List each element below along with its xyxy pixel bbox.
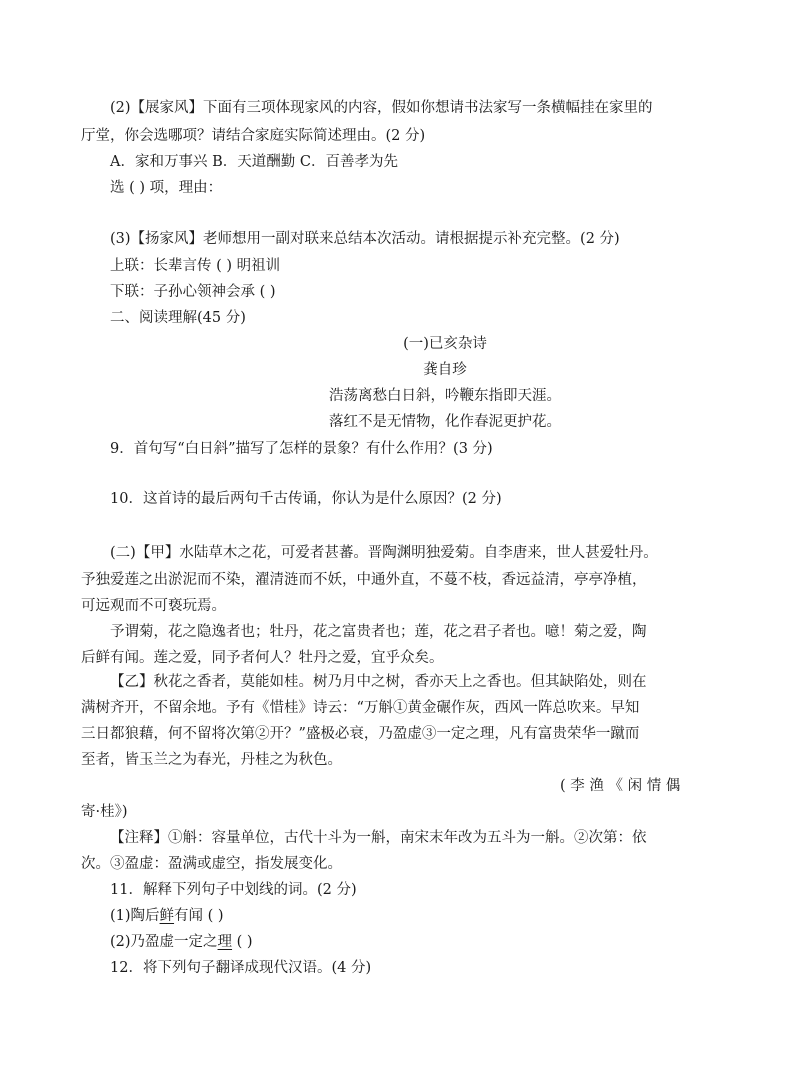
couplet-lower: 下联：子孙心领神会承 ( ) [110, 284, 276, 300]
q11-item2-prefix: (2)乃盈虚一定之 [110, 934, 218, 950]
notes-line-1: 【注释】①斛：容量单位，古代十斗为一斛，南宋末年改为五斗为一斛。②次第：依 [110, 830, 647, 846]
passage-jia-line-2: 予独爱莲之出淤泥而不染，濯清涟而不妖，中通外直，不蔓不枝，香远益清，亭亭净植， [81, 572, 647, 588]
passage-source-a: ( 李 渔 《 闲 情 偶 [560, 778, 681, 794]
passage-source-b: 寄·桂》) [81, 804, 128, 820]
q11-item2-underlined: 理 [217, 934, 233, 950]
question-10: 10．这首诗的最后两句千古传诵，你认为是什么原因？(2 分) [110, 491, 502, 507]
notes-line-2: 次。③盈虚：盈满或虚空，指发展变化。 [81, 856, 342, 872]
poem-line-1: 浩荡离愁白日斜，吟鞭东指即天涯。 [329, 388, 561, 404]
q11-item1-suffix: 有闻 ( ) [174, 908, 224, 924]
question-2-line-2: 厅堂，你会选哪项？请结合家庭实际简述理由。(2 分) [81, 128, 426, 144]
passage-jia-line-4: 予谓菊，花之隐逸者也；牡丹，花之富贵者也；莲，花之君子者也。噫！菊之爱，陶 [110, 624, 647, 640]
question-3-stem: (3)【扬家风】老师想用一副对联来总结本次活动。请根据提示补充完整。(2 分) [110, 231, 620, 247]
question-11-item-1 [110, 906, 224, 926]
passage-jia-line-5: 后鲜有闻。莲之爱，同予者何人？牡丹之爱，宜乎众矣。 [81, 650, 444, 666]
q11-item2-suffix: ( ) [232, 934, 253, 950]
couplet-upper: 上联：长辈言传 ( ) 明祖训 [110, 258, 281, 274]
passage-yi-line-1: 【乙】秋花之香者，莫能如桂。树乃月中之树，香亦天上之香也。但其缺陷处，则在 [110, 674, 647, 690]
question-9: 9．首句写“白日斜”描写了怎样的景象？有什么作用？(3 分) [110, 441, 493, 457]
question-2-answer-line: 选 ( ) 项，理由： [110, 180, 223, 196]
poem-title: (一)已亥杂诗 [403, 336, 487, 352]
poem-author: 龚自珍 [423, 362, 467, 378]
q11-item1-underlined: 鲜 [159, 908, 175, 924]
q11-item1-prefix: (1)陶后 [110, 908, 160, 924]
question-12: 12．将下列句子翻译成现代汉语。(4 分) [110, 960, 372, 976]
passage-jia-line-3: 可远观而不可亵玩焉。 [81, 598, 226, 614]
reading-heading: 二、阅读理解(45 分) [110, 310, 246, 326]
passage-yi-line-3: 三日都狼藉，何不留将次第②开？”盛极必衰，乃盈虚③一定之理，凡有富贵荣华一蹴而 [81, 726, 640, 742]
passage-yi-line-4: 至者，皆玉兰之为春光，丹桂之为秋色。 [81, 752, 342, 768]
question-11-stem: 11．解释下列句子中划线的词。(2 分) [110, 882, 357, 898]
question-11-item-2 [110, 932, 253, 952]
question-2-line-1: (2)【展家风】下面有三项体现家风的内容，假如你想请书法家写一条横幅挂在家里的 [110, 100, 653, 116]
poem-line-2: 落红不是无情物，化作春泥更护花。 [329, 414, 561, 430]
passage-yi-line-2: 满树齐开，不留余地。予有《惜桂》诗云：“万斛①黄金碾作灰，西风一阵总吹来。早知 [81, 700, 640, 716]
passage-jia-line-1: (二)【甲】水陆草木之花，可爱者甚蕃。晋陶渊明独爱菊。自李唐来，世人甚爱牡丹。 [110, 545, 658, 561]
question-2-options: A．家和万事兴 B．天道酬勤 C．百善孝为先 [110, 154, 398, 170]
